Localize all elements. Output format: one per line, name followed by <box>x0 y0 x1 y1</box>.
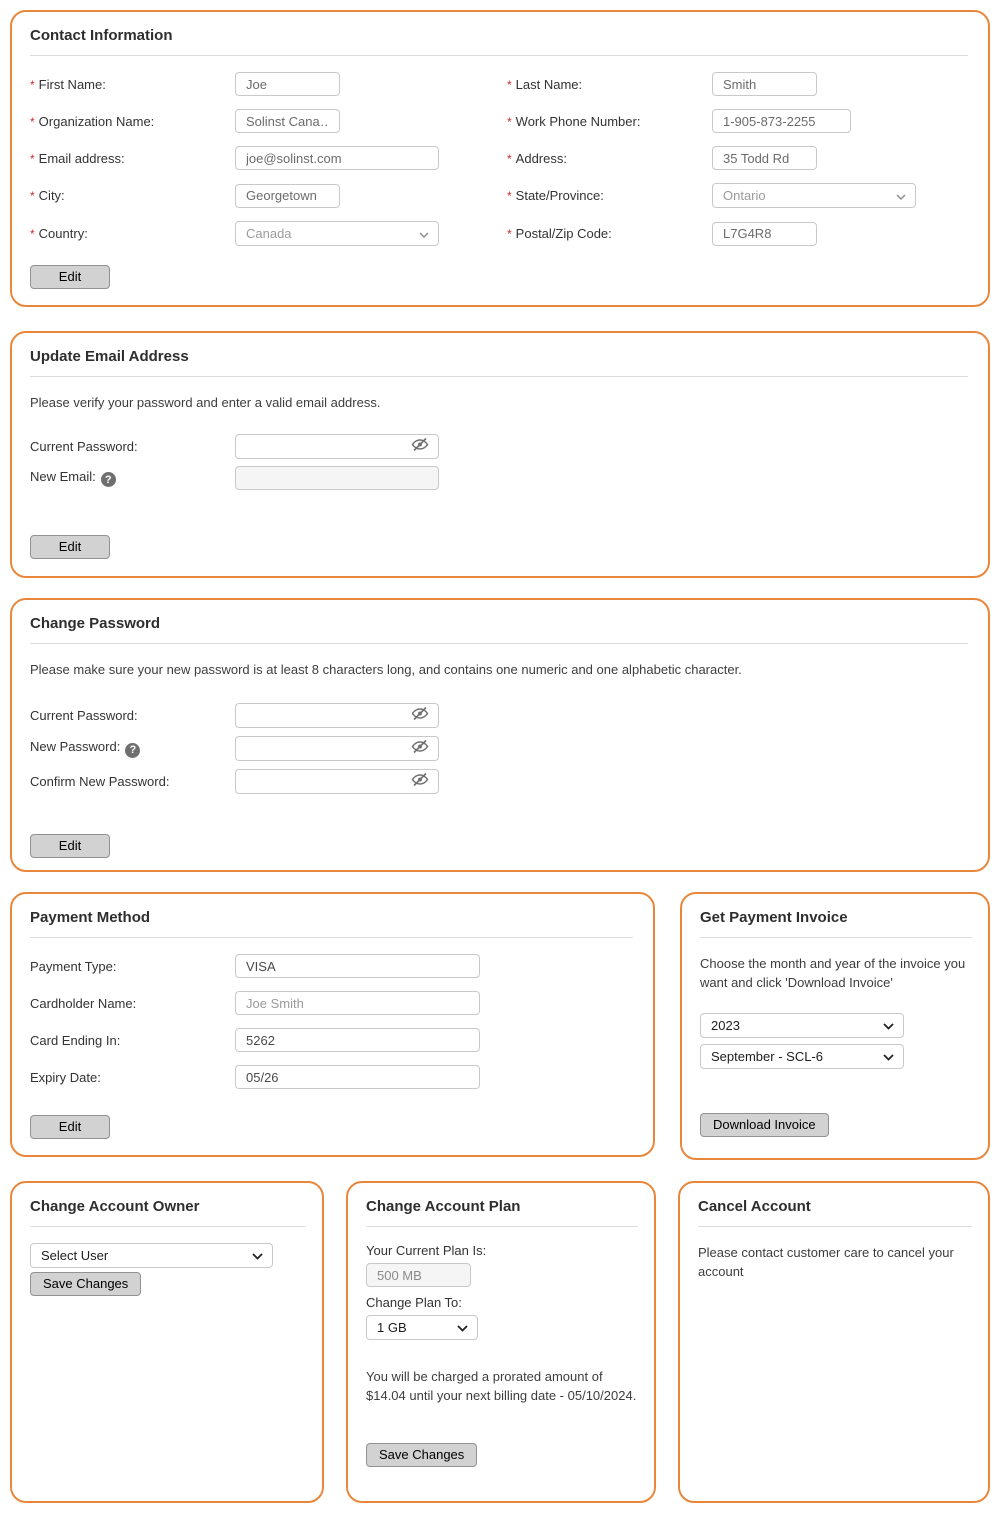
help-icon[interactable]: ? <box>101 472 116 487</box>
first-name-cell <box>235 72 507 96</box>
current-password-input[interactable] <box>235 703 439 728</box>
work-phone-input[interactable] <box>712 109 851 133</box>
download-invoice-button[interactable]: Download Invoice <box>700 1113 829 1137</box>
state-province-cell <box>712 183 968 208</box>
chevron-down-icon <box>883 1018 894 1033</box>
current-password-label: Current Password: <box>30 439 138 454</box>
change-account-plan-panel <box>346 1181 656 1503</box>
cardholder-name-label: Cardholder Name: <box>30 995 137 1011</box>
required-asterisk: * <box>30 227 35 241</box>
organization-name-cell <box>235 109 507 133</box>
cancel-account-title: Cancel Account <box>698 1198 972 1227</box>
city-input[interactable] <box>235 184 340 208</box>
work-phone-label: * Work Phone Number: <box>507 113 641 129</box>
last-name-input[interactable] <box>712 72 817 96</box>
city-cell <box>235 184 507 208</box>
expiry-date-input[interactable] <box>235 1065 480 1089</box>
proration-note: You will be charged a prorated amount of $14.04 until your next billing date - 05/10/2024. <box>366 1369 637 1403</box>
chevron-down-icon <box>419 226 429 241</box>
chevron-down-icon <box>883 1049 894 1064</box>
invoice-month-select[interactable]: September - SCL-6 <box>700 1044 904 1069</box>
change-password-edit-button[interactable]: Edit <box>30 834 110 858</box>
required-asterisk: * <box>30 151 35 166</box>
country-cell <box>235 221 507 246</box>
required-asterisk: * <box>507 189 512 203</box>
chevron-down-icon <box>457 1320 468 1335</box>
payment-row <box>10 892 990 1160</box>
account-owner-save-button[interactable]: Save Changes <box>30 1272 141 1296</box>
last-name-cell <box>712 72 968 96</box>
new-email-input[interactable] <box>235 466 439 490</box>
organization-name-label: * Organization Name: <box>30 113 155 129</box>
card-ending-input[interactable] <box>235 1028 480 1052</box>
change-password-title: Change Password <box>30 615 968 644</box>
contact-form <box>30 72 968 246</box>
payment-type-row <box>30 954 633 978</box>
organization-name-input[interactable] <box>235 109 340 133</box>
help-icon[interactable]: ? <box>125 743 140 758</box>
country-label: * Country: <box>30 226 88 241</box>
payment-invoice-note: Choose the month and year of the invoice you want and click 'Download Invoice' <box>700 956 966 990</box>
current-password-label: Current Password: <box>30 708 138 723</box>
change-account-plan-title: Change Account Plan <box>366 1198 638 1227</box>
new-email-label: New Email: ? <box>30 469 235 488</box>
required-asterisk: * <box>30 114 35 129</box>
change-plan-label: Change Plan To: <box>366 1295 462 1310</box>
payment-type-input[interactable] <box>235 954 480 978</box>
account-actions-row <box>10 1181 990 1503</box>
required-asterisk: * <box>507 227 512 241</box>
contact-information-title: Contact Information <box>30 27 968 56</box>
update-email-panel <box>10 331 990 578</box>
new-password-input[interactable] <box>235 736 439 761</box>
current-plan-input[interactable] <box>366 1263 471 1287</box>
required-asterisk: * <box>30 189 35 203</box>
work-phone-cell <box>712 109 968 133</box>
city-label: * City: <box>30 188 65 203</box>
eye-slash-icon[interactable] <box>411 739 429 759</box>
cancel-account-note: Please contact customer care to cancel your account <box>698 1245 954 1279</box>
current-password-row <box>30 703 968 728</box>
cardholder-name-row <box>30 991 633 1015</box>
eye-slash-icon[interactable] <box>411 772 429 792</box>
last-name-label: * Last Name: <box>507 76 583 92</box>
required-asterisk: * <box>507 114 512 129</box>
eye-slash-icon[interactable] <box>411 437 429 457</box>
card-ending-row <box>30 1028 633 1052</box>
change-account-owner-panel <box>10 1181 324 1503</box>
chevron-down-icon <box>896 188 906 203</box>
change-password-panel <box>10 598 990 872</box>
country-select[interactable]: Canada <box>235 221 439 246</box>
update-email-edit-button[interactable]: Edit <box>30 535 110 559</box>
first-name-input[interactable] <box>235 72 340 96</box>
state-province-label: * State/Province: <box>507 188 604 203</box>
contact-information-panel <box>10 10 990 307</box>
new-email-row <box>30 466 968 490</box>
new-password-row <box>30 736 968 761</box>
address-input[interactable] <box>712 146 817 170</box>
confirm-password-input[interactable] <box>235 769 439 794</box>
required-asterisk: * <box>30 77 35 92</box>
current-password-row <box>30 434 968 459</box>
cancel-account-panel <box>678 1181 990 1503</box>
update-email-note: Please verify your password and enter a valid email address. <box>30 395 381 410</box>
payment-method-edit-button[interactable]: Edit <box>30 1115 110 1139</box>
contact-edit-button[interactable]: Edit <box>30 265 110 289</box>
email-address-label: * Email address: <box>30 150 125 166</box>
confirm-password-label: Confirm New Password: <box>30 774 170 789</box>
address-cell <box>712 146 968 170</box>
new-password-label: New Password: ? <box>30 739 235 758</box>
eye-slash-icon[interactable] <box>411 706 429 726</box>
expiry-date-label: Expiry Date: <box>30 1069 101 1085</box>
payment-invoice-panel <box>680 892 990 1160</box>
postal-code-cell <box>712 222 968 246</box>
confirm-password-row <box>30 769 968 794</box>
change-account-owner-title: Change Account Owner <box>30 1198 306 1227</box>
invoice-year-select[interactable]: 2023 <box>700 1013 904 1038</box>
payment-method-title: Payment Method <box>30 909 633 938</box>
card-ending-label: Card Ending In: <box>30 1032 121 1048</box>
account-plan-save-button[interactable]: Save Changes <box>366 1443 477 1467</box>
address-label: * Address: <box>507 150 567 166</box>
current-password-input[interactable] <box>235 434 439 459</box>
cardholder-name-input[interactable] <box>235 991 480 1015</box>
postal-code-input[interactable] <box>712 222 817 246</box>
select-user-dropdown[interactable]: Select User <box>30 1243 273 1268</box>
update-email-title: Update Email Address <box>30 348 968 377</box>
postal-code-label: * Postal/Zip Code: <box>507 226 612 241</box>
change-plan-select[interactable]: 1 GB <box>366 1315 478 1340</box>
current-plan-label: Your Current Plan Is: <box>366 1243 487 1258</box>
required-asterisk: * <box>507 151 512 166</box>
email-address-input[interactable] <box>235 146 439 170</box>
payment-type-label: Payment Type: <box>30 958 117 974</box>
change-password-note: Please make sure your new password is at least 8 characters long, and contains one numeric and one alphabetic character. <box>30 662 742 677</box>
chevron-down-icon <box>252 1248 263 1263</box>
payment-method-panel <box>10 892 655 1157</box>
email-address-cell <box>235 146 507 170</box>
expiry-date-row <box>30 1065 633 1089</box>
required-asterisk: * <box>507 77 512 92</box>
first-name-label: * First Name: <box>30 76 106 92</box>
payment-invoice-title: Get Payment Invoice <box>700 909 972 938</box>
state-province-select[interactable]: Ontario <box>712 183 916 208</box>
